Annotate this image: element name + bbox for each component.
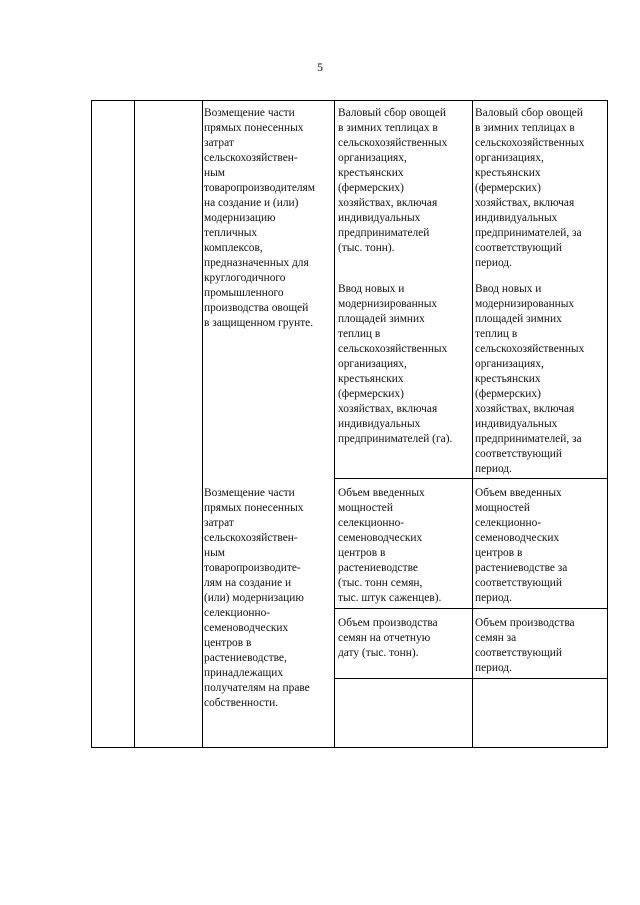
table-row-divider: [334, 678, 608, 679]
row1-measure-cell: Возмещение части прямых понесенных затрат сельскохозяйствен- ным товаропроизводителям на создание и (или) модернизацию тепличных комплексов, предназначенных для круглогодичного промышленного производства овощей в защищенном грунте.: [204, 107, 316, 329]
row2-measure-cell: Возмещение части прямых понесенных затрат сельскохозяйствен- ным товаропроизводите- лям на создание и (или) модернизацию селекционно- семеноводческих центров в растениеводстве, принадлежащих получателям на праве собственности.: [204, 487, 310, 709]
table-column-divider: [202, 101, 203, 747]
table-column-divider: [134, 101, 135, 747]
table-row-divider: [334, 478, 608, 479]
row1-result-area-cell: Ввод новых и модернизированных площадей зимних теплиц в сельскохозяйственных организациях, крестьянских (фермерских) хозяйствах, включая индивидуальных предпринимателей, за соответствующий период.: [475, 283, 585, 475]
table-column-divider: [334, 101, 335, 747]
table-row-divider: [334, 608, 608, 609]
row1-indicator-harvest-cell: Валовый сбор овощей в зимних теплицах в сельскохозяйственных организациях, крестьянских (фермерских) хозяйствах, включая индивидуальных предпринимателей (тыс. тонн).: [338, 107, 448, 254]
row2-result-seeds-cell: Объем производства семян за соответствующий период.: [475, 617, 575, 674]
table-column-divider: [472, 101, 473, 747]
row2-indicator-seeds-cell: Объем производства семян на отчетную дату (тыс. тонн).: [338, 617, 438, 659]
page-number: 5: [317, 60, 323, 74]
row1-result-harvest-cell: Валовый сбор овощей в зимних теплицах в сельскохозяйственных организациях, крестьянских (фермерских) хозяйствах, включая индивидуальных предпринимателей, за соответствующий период.: [475, 107, 585, 269]
measures-table: [91, 100, 608, 748]
row1-indicator-area-cell: Ввод новых и модернизированных площадей зимних теплиц в сельскохозяйственных организациях, крестьянских (фермерских) хозяйствах, включая индивидуальных предпринимателей (га).: [338, 283, 453, 445]
row2-result-capacity-cell: Объем введенных мощностей селекционно- семеноводческих центров в растениеводстве за соответствующий период.: [475, 487, 568, 604]
row2-indicator-capacity-cell: Объем введенных мощностей селекционно- семеноводческих центров в растениеводстве (тыс. тонн семян, тыс. штук саженцев).: [338, 487, 442, 604]
